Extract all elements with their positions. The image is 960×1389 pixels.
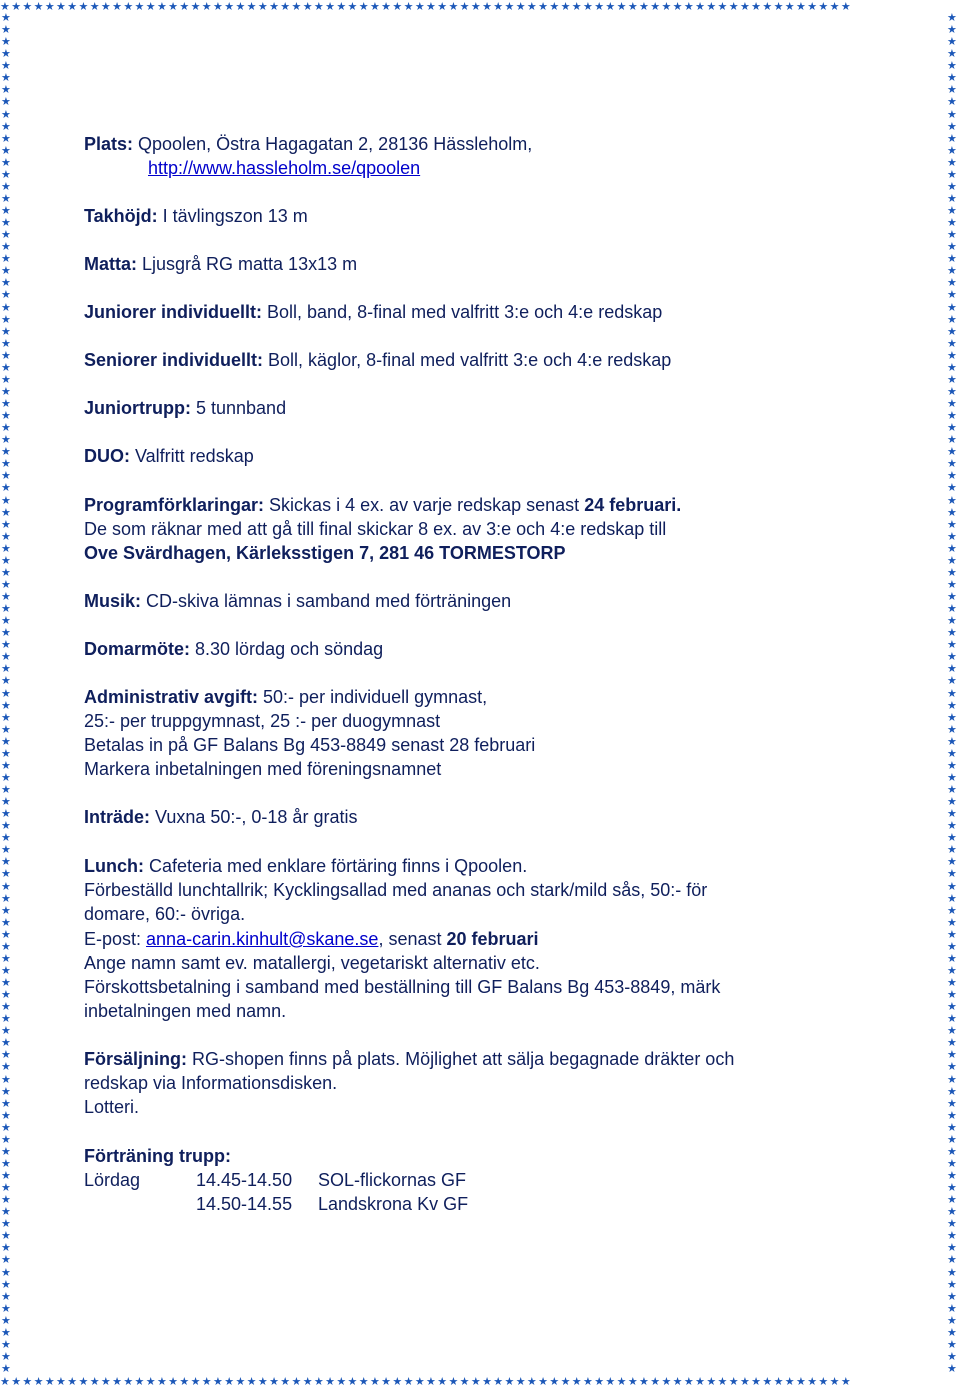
seniorer-text: Boll, käglor, 8-final med valfritt 3:e och 4:e redskap bbox=[263, 350, 672, 370]
takhojd-label: Takhöjd: bbox=[84, 206, 158, 226]
plats-url-line bbox=[84, 157, 420, 179]
star-border-left: ★★★★★★★★★★★★★★★★★★★★★★★★★★★★★★★★★★★★★★★★★★★★★★★★★★★★★★★★★★★★★★★★★★★★★★★★★★★★★★★★★★★★★★★★★★★★★★★★★★★★★★★★★★★★★★★★★ bbox=[1, 12, 11, 1375]
avgift-line-4: Markera inbetalningen med föreningsnamnet bbox=[84, 759, 442, 779]
program-line bbox=[84, 494, 681, 516]
star-border-top: ★★★★★★★★★★★★★★★★★★★★★★★★★★★★★★★★★★★★★★★★★★★★★★★★★★★★★★★★★★★★★★★★★★★★★★★★★★★★ bbox=[0, 1, 853, 13]
intrade-label: Inträde: bbox=[84, 807, 151, 827]
takhojd-text: I tävlingszon 13 m bbox=[157, 206, 308, 226]
matta-line bbox=[84, 253, 357, 275]
lunch-line-6: Förskottsbetalning i samband med beställning till GF Balans Bg 453-8849, märk bbox=[84, 977, 721, 997]
juniorer-label: Juniorer individuellt: bbox=[84, 302, 263, 322]
juniortrupp-label: Juniortrupp: bbox=[84, 398, 191, 418]
domarmote-label: Domarmöte: bbox=[84, 639, 191, 659]
lunch-line bbox=[84, 855, 527, 877]
forsaljning-label: Försäljning: bbox=[84, 1049, 187, 1069]
plats-line bbox=[84, 133, 532, 155]
forsaljning-line-2: redskap via Informationsdisken. bbox=[84, 1073, 338, 1093]
star-border-bottom: ★★★★★★★★★★★★★★★★★★★★★★★★★★★★★★★★★★★★★★★★★★★★★★★★★★★★★★★★★★★★★★★★★★★★★★★★★★★★ bbox=[0, 1376, 853, 1388]
avgift-line bbox=[84, 686, 487, 708]
takhojd-line bbox=[84, 205, 308, 227]
plats-text: Qpoolen, Östra Hagagatan 2, 28136 Hässleholm, bbox=[133, 134, 533, 154]
program-label: Programförklaringar: bbox=[84, 495, 265, 515]
plats-label: Plats: bbox=[84, 134, 134, 154]
lunch-line-2: Förbeställd lunchtallrik; Kycklingsallad med ananas och stark/mild sås, 50:- för bbox=[84, 880, 708, 900]
email-suffix: , senast bbox=[378, 929, 447, 949]
star-border-right: ★★★★★★★★★★★★★★★★★★★★★★★★★★★★★★★★★★★★★★★★★★★★★★★★★★★★★★★★★★★★★★★★★★★★★★★★★★★★★★★★★★★★★★★★★★★★★★★★★★★★★★★★★★★★★★★★★ bbox=[947, 12, 957, 1375]
juniorer-text: Boll, band, 8-final med valfritt 3:e och 4:e redskap bbox=[262, 302, 663, 322]
musik-line bbox=[84, 590, 511, 612]
avgift-line-3: Betalas in på GF Balans Bg 453-8849 senast 28 februari bbox=[84, 735, 536, 755]
program-date: 24 februari. bbox=[584, 495, 682, 515]
fortraning-label: Förträning trupp: bbox=[84, 1146, 231, 1166]
fortraning-row bbox=[84, 1193, 468, 1215]
duo-label: DUO: bbox=[84, 446, 130, 466]
fortraning-club: Landskrona Kv GF bbox=[318, 1194, 469, 1214]
email-prefix: E-post: bbox=[84, 929, 147, 949]
lunch-line-5: Ange namn samt ev. matallergi, vegetariskt alternativ etc. bbox=[84, 953, 540, 973]
musik-text: CD-skiva lämnas i samband med förträningen bbox=[141, 591, 512, 611]
fortraning-time: 14.45-14.50 bbox=[196, 1170, 293, 1190]
domarmote-text: 8.30 lördag och söndag bbox=[190, 639, 384, 659]
intrade-text: Vuxna 50:-, 0-18 år gratis bbox=[150, 807, 358, 827]
juniorer-line bbox=[84, 301, 662, 323]
lunch-text: Cafeteria med enklare förtäring finns i Qpoolen. bbox=[144, 856, 528, 876]
fortraning-time: 14.50-14.55 bbox=[196, 1194, 293, 1214]
seniorer-label: Seniorer individuellt: bbox=[84, 350, 264, 370]
program-address: Ove Svärdhagen, Kärleksstigen 7, 281 46 TORMESTORP bbox=[84, 543, 566, 563]
domarmote-line bbox=[84, 638, 383, 660]
fortraning-day: Lördag bbox=[84, 1170, 141, 1190]
fortraning-club: SOL-flickornas GF bbox=[318, 1170, 467, 1190]
program-line-2: De som räknar med att gå till final skickar 8 ex. av 3:e och 4:e redskap till bbox=[84, 519, 667, 539]
matta-label: Matta: bbox=[84, 254, 137, 274]
fortraning-row bbox=[84, 1169, 466, 1191]
duo-line bbox=[84, 445, 254, 467]
lunch-label: Lunch: bbox=[84, 856, 144, 876]
forsaljning-line-3: Lotteri. bbox=[84, 1097, 140, 1117]
lunch-line-3: domare, 60:- övriga. bbox=[84, 904, 246, 924]
lunch-email-line bbox=[84, 928, 539, 950]
forsaljning-line bbox=[84, 1048, 734, 1070]
musik-label: Musik: bbox=[84, 591, 142, 611]
lunch-line-7: inbetalningen med namn. bbox=[84, 1001, 287, 1021]
program-text: Skickas i 4 ex. av varje redskap senast bbox=[264, 495, 585, 515]
juniortrupp-line bbox=[84, 397, 286, 419]
forsaljning-text: RG-shopen finns på plats. Möjlighet att sälja begagnade dräkter och bbox=[187, 1049, 735, 1069]
avgift-label: Administrativ avgift: bbox=[84, 687, 259, 707]
matta-text: Ljusgrå RG matta 13x13 m bbox=[137, 254, 358, 274]
avgift-line-2: 25:- per truppgymnast, 25 :- per duogymnast bbox=[84, 711, 441, 731]
seniorer-line bbox=[84, 349, 671, 371]
email-link[interactable]: anna-carin.kinhult@skane.se bbox=[146, 929, 379, 949]
plats-url-link[interactable]: http://www.hassleholm.se/qpoolen bbox=[148, 158, 421, 178]
intrade-line bbox=[84, 806, 357, 828]
duo-text: Valfritt redskap bbox=[130, 446, 254, 466]
avgift-text: 50:- per individuell gymnast, bbox=[258, 687, 488, 707]
email-date: 20 februari bbox=[446, 929, 539, 949]
juniortrupp-text: 5 tunnband bbox=[190, 398, 287, 418]
